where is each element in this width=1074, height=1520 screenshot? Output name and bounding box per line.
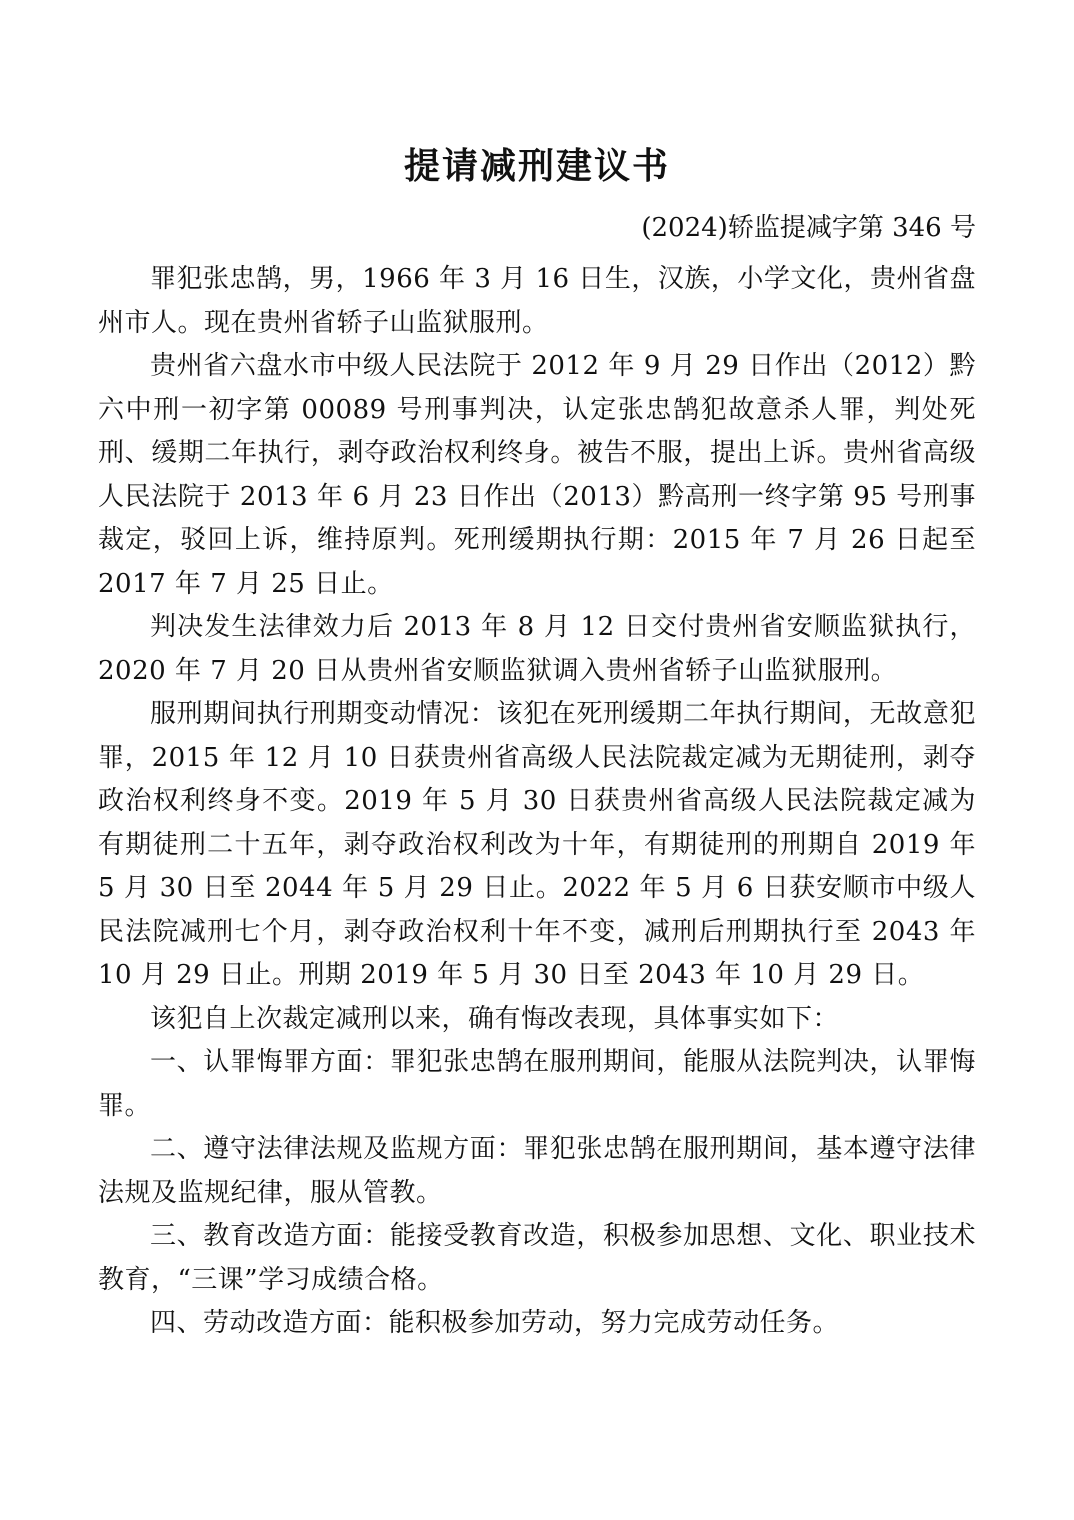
paragraph-judgment: 贵州省六盘水市中级人民法院于 2012 年 9 月 29 日作出（2012）黔六中刑一初字第 00089 号刑事判决，认定张忠鹄犯故意杀人罪，判处死刑、缓期二年执行，剥夺政治权利终身。被告不服，提出上诉。贵州省高级人民法院于 2013 年 6 月 23 日作出（2013）黔高刑一终字第 95 号刑事裁定，驳回上诉，维持原判。死刑缓期执行期：2015 年 7 月 26 日起至 2017 年 7 月 25 日止。	[98, 351, 976, 599]
paragraph-item-labor: 四、劳动改造方面：能积极参加劳动，努力完成劳动任务。	[150, 1308, 840, 1338]
document-number: (2024)轿监提减字第 346 号	[641, 213, 976, 243]
paragraph-transfer: 判决发生法律效力后 2013 年 8 月 12 日交付贵州省安顺监狱执行，2020 年 7 月 20 日从贵州省安顺监狱调入贵州省轿子山监狱服刑。	[98, 612, 976, 686]
document-page	[98, 0, 976, 1520]
paragraph-criminal-info: 罪犯张忠鹄，男，1966 年 3 月 16 日生，汉族，小学文化，贵州省盘州市人。现在贵州省轿子山监狱服刑。	[98, 264, 976, 338]
document-title: 提请减刑建议书	[403, 146, 670, 187]
document-body	[98, 258, 976, 1346]
paragraph-repentance-intro: 该犯自上次裁定减刑以来，确有悔改表现，具体事实如下：	[150, 1003, 840, 1034]
paragraph-sentence-changes: 服刑期间执行刑期变动情况：该犯在死刑缓期二年执行期间，无故意犯罪，2015 年 12 月 10 日获贵州省高级人民法院裁定减为无期徒刑，剥夺政治权利终身不变。2019 年 5 月 30 日获贵州省高级人民法院裁定减为有期徒刑二十五年，剥夺政治权利改为十年，有期徒刑的刑期自 2019 年 5 月 30 日至 2044 年 5 月 29 日止。2022 年 5 月 6 日获安顺市中级人民法院减刑七个月，剥夺政治权利十年不变，减刑后刑期执行至 2043 年 10 月 29 日止。刑期 2019 年 5 月 30 日至 2043 年 10 月 29 日。	[98, 699, 976, 990]
paragraph-item-rules: 二、遵守法律法规及监规方面：罪犯张忠鹄在服刑期间，基本遵守法律法规及监规纪律，服从管教。	[98, 1134, 976, 1208]
paragraph-item-admission: 一、认罪悔罪方面：罪犯张忠鹄在服刑期间，能服从法院判决，认罪悔罪。	[98, 1047, 976, 1121]
paragraph-item-education: 三、教育改造方面：能接受教育改造，积极参加思想、文化、职业技术教育，“三课”学习成绩合格。	[98, 1221, 976, 1295]
